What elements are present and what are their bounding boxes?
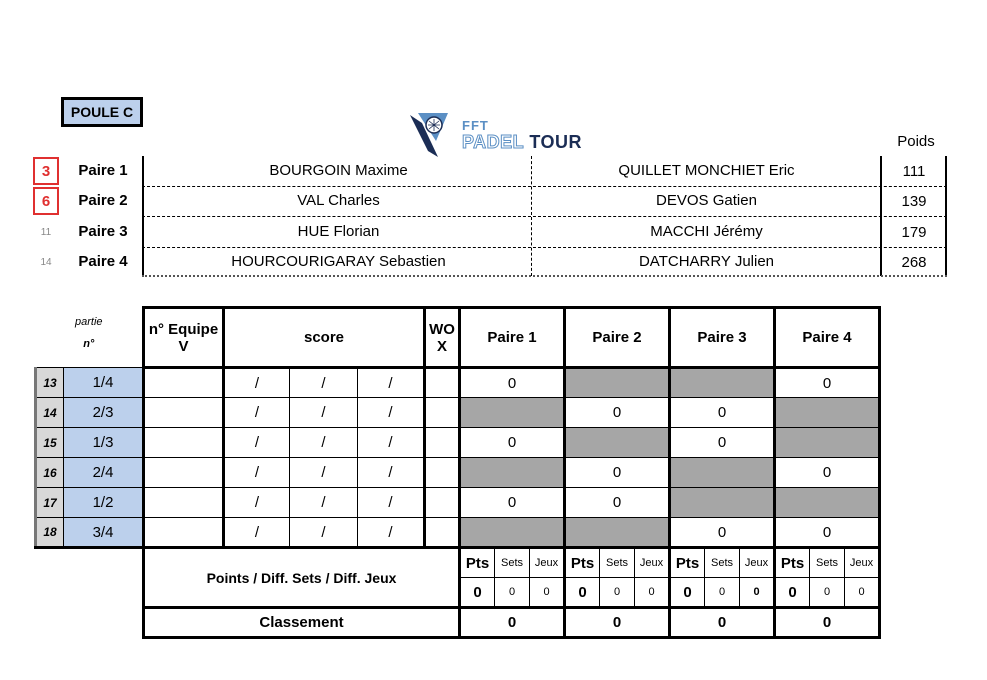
- pair-4-result: [775, 428, 880, 458]
- wo-header: WO: [429, 320, 455, 338]
- pair-1-result: [460, 458, 565, 488]
- total-jeux-3: 0: [740, 578, 775, 608]
- winner-input[interactable]: [144, 428, 224, 458]
- pair-header-3: Paire 3: [670, 308, 775, 368]
- wo-input[interactable]: [425, 488, 460, 518]
- pair-row-divider: [142, 186, 947, 187]
- pair-poids: 179: [901, 224, 927, 241]
- wo-input[interactable]: [425, 518, 460, 548]
- winner-input[interactable]: [144, 458, 224, 488]
- pair-2-result: [565, 368, 670, 398]
- sets-header-4: Sets: [810, 548, 845, 578]
- set-score-input[interactable]: /: [358, 488, 425, 518]
- set-score-input[interactable]: /: [290, 458, 358, 488]
- set-score-input[interactable]: /: [290, 368, 358, 398]
- set-score-input[interactable]: /: [290, 398, 358, 428]
- winner-input[interactable]: [144, 518, 224, 548]
- logo-padel-text: [462, 132, 582, 153]
- partie-n-label: n°: [83, 337, 95, 350]
- classement-4: 0: [775, 608, 880, 638]
- pair-1-result: 0: [460, 488, 565, 518]
- equipe-header: n° Equipe: [148, 320, 219, 338]
- seed-badge: 14: [40, 256, 52, 268]
- set-score-input[interactable]: /: [358, 518, 425, 548]
- pair-label: Paire 3: [78, 223, 128, 240]
- set-score-input[interactable]: /: [224, 458, 290, 488]
- match-row: [36, 368, 880, 398]
- pair-2-result: [565, 428, 670, 458]
- player-1-name: BOURGOIN Maxime: [269, 162, 408, 179]
- set-score-input[interactable]: /: [224, 488, 290, 518]
- points-label: Points / Diff. Sets / Diff. Jeux: [144, 548, 460, 608]
- winner-input[interactable]: [144, 398, 224, 428]
- match-number: 14: [36, 398, 64, 428]
- jeux-header-3: Jeux: [740, 548, 775, 578]
- match-row: [36, 398, 880, 428]
- pair-4-result: [775, 398, 880, 428]
- pair-poids: 111: [902, 163, 926, 180]
- pair-row-divider: [142, 247, 947, 248]
- pair-poids: 268: [901, 254, 927, 271]
- player-1-name: VAL Charles: [297, 192, 380, 209]
- match-row: [36, 458, 880, 488]
- jeux-header-2: Jeux: [635, 548, 670, 578]
- classement-1: 0: [460, 608, 565, 638]
- sets-header-2: Sets: [600, 548, 635, 578]
- set-score-input[interactable]: /: [358, 428, 425, 458]
- pts-header-3: Pts: [670, 548, 705, 578]
- logo-padel-word: PADEL: [462, 132, 524, 152]
- total-jeux-1: 0: [530, 578, 565, 608]
- pair-1-result: [460, 518, 565, 548]
- pts-header-2: Pts: [565, 548, 600, 578]
- set-score-input[interactable]: /: [224, 518, 290, 548]
- set-score-input[interactable]: /: [290, 488, 358, 518]
- match-row: [36, 488, 880, 518]
- match-number: 16: [36, 458, 64, 488]
- pair-3-result: 0: [670, 398, 775, 428]
- match-number: 18: [36, 518, 64, 548]
- pair-1-result: 0: [460, 368, 565, 398]
- pair-4-result: 0: [775, 518, 880, 548]
- match-pairing: 1/3: [64, 428, 144, 458]
- match-pairing: 2/3: [64, 398, 144, 428]
- match-pairing: 2/4: [64, 458, 144, 488]
- pair-3-result: [670, 488, 775, 518]
- equipe-header-v: V: [178, 337, 189, 355]
- total-pts-4: 0: [775, 578, 810, 608]
- total-jeux-4: 0: [845, 578, 880, 608]
- match-number: 15: [36, 428, 64, 458]
- wo-header-x: X: [436, 337, 447, 355]
- player-2-name: MACCHI Jérémy: [650, 223, 763, 240]
- match-pairing: 3/4: [64, 518, 144, 548]
- pair-header-2: Paire 2: [565, 308, 670, 368]
- player-2-name: DEVOS Gatien: [656, 192, 757, 209]
- results-table: [34, 306, 881, 639]
- pair-1-result: 0: [460, 428, 565, 458]
- set-score-input[interactable]: /: [358, 458, 425, 488]
- player-2-name: DATCHARRY Julien: [638, 253, 775, 270]
- set-score-input[interactable]: /: [224, 428, 290, 458]
- pair-3-result: [670, 458, 775, 488]
- wo-input[interactable]: [425, 368, 460, 398]
- pairs-bottom-line: [142, 275, 947, 277]
- pair-2-result: 0: [565, 488, 670, 518]
- pair-2-result: 0: [565, 458, 670, 488]
- score-header: score: [224, 308, 425, 368]
- set-score-input[interactable]: /: [224, 368, 290, 398]
- set-score-input[interactable]: /: [358, 368, 425, 398]
- player-2-name: QUILLET MONCHIET Eric: [618, 162, 795, 179]
- pair-label: Paire 2: [78, 192, 128, 209]
- seed-badge: 11: [40, 226, 52, 238]
- wo-input[interactable]: [425, 428, 460, 458]
- pair-header-4: Paire 4: [775, 308, 880, 368]
- pair-1-result: [460, 398, 565, 428]
- pair-4-result: 0: [775, 368, 880, 398]
- pts-header-1: Pts: [460, 548, 495, 578]
- total-sets-4: 0: [810, 578, 845, 608]
- player-1-name: HUE Florian: [297, 223, 380, 240]
- total-pts-1: 0: [460, 578, 495, 608]
- logo-fft-text: FFT: [462, 118, 489, 133]
- pts-header-4: Pts: [775, 548, 810, 578]
- winner-input[interactable]: [144, 368, 224, 398]
- total-sets-2: 0: [600, 578, 635, 608]
- wo-input[interactable]: [425, 458, 460, 488]
- match-pairing: 1/2: [64, 488, 144, 518]
- pair-3-result: 0: [670, 518, 775, 548]
- match-number: 17: [36, 488, 64, 518]
- jeux-header-4: Jeux: [845, 548, 880, 578]
- wo-input[interactable]: [425, 398, 460, 428]
- seed-badge: 6: [33, 187, 59, 215]
- pair-3-result: [670, 368, 775, 398]
- pair-4-result: 0: [775, 458, 880, 488]
- match-number: 13: [36, 368, 64, 398]
- jeux-header-1: Jeux: [530, 548, 565, 578]
- set-score-input[interactable]: /: [224, 398, 290, 428]
- total-pts-2: 0: [565, 578, 600, 608]
- pair-header-1: Paire 1: [460, 308, 565, 368]
- pair-label: Paire 1: [78, 162, 128, 179]
- poids-header: Poids: [897, 133, 935, 150]
- set-score-input[interactable]: /: [290, 518, 358, 548]
- classement-2: 0: [565, 608, 670, 638]
- total-sets-1: 0: [495, 578, 530, 608]
- pair-poids: 139: [901, 193, 927, 210]
- set-score-input[interactable]: /: [290, 428, 358, 458]
- classement-label: Classement: [144, 608, 460, 638]
- sets-header-3: Sets: [705, 548, 740, 578]
- pair-label: Paire 4: [78, 253, 128, 270]
- logo-tour-word: TOUR: [529, 132, 583, 152]
- player-1-name: HOURCOURIGARAY Sebastien: [231, 253, 446, 270]
- pair-row-divider: [142, 216, 947, 217]
- total-pts-3: 0: [670, 578, 705, 608]
- poule-title: POULE C: [61, 97, 143, 127]
- classement-3: 0: [670, 608, 775, 638]
- pair-2-result: [565, 518, 670, 548]
- total-jeux-2: 0: [635, 578, 670, 608]
- seed-badge: 3: [33, 157, 59, 185]
- sets-header-1: Sets: [495, 548, 530, 578]
- match-row: [36, 428, 880, 458]
- pair-4-result: [775, 488, 880, 518]
- pair-2-result: 0: [565, 398, 670, 428]
- partie-label: partie: [74, 315, 103, 328]
- total-sets-3: 0: [705, 578, 740, 608]
- set-score-input[interactable]: /: [358, 398, 425, 428]
- winner-input[interactable]: [144, 488, 224, 518]
- match-pairing: 1/4: [64, 368, 144, 398]
- match-row: [36, 518, 880, 548]
- pair-3-result: 0: [670, 428, 775, 458]
